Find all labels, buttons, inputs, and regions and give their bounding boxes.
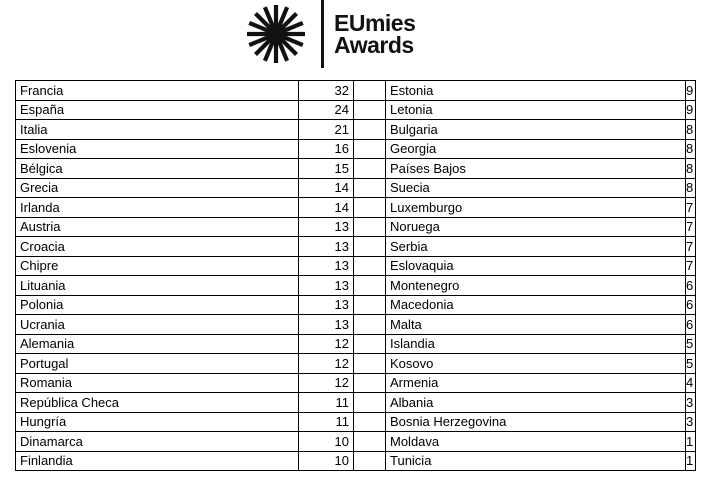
count-left-cell: 11 [299,412,354,432]
count-right-cell: 7 [686,237,696,257]
count-left-cell: 12 [299,354,354,374]
count-left-cell: 13 [299,295,354,315]
country-left-cell: Alemania [16,334,299,354]
spacer-cell [354,373,386,393]
spacer-cell [354,256,386,276]
spacer-cell [354,276,386,296]
country-count-table [15,80,696,471]
country-right-cell: Países Bajos [386,159,686,179]
spacer-cell [354,81,386,101]
country-left-cell: Italia [16,120,299,140]
count-left-cell: 10 [299,451,354,471]
table-row [16,373,696,393]
count-left-cell: 13 [299,217,354,237]
spacer-cell [354,237,386,257]
count-right-cell: 3 [686,412,696,432]
country-right-cell: Macedonia [386,295,686,315]
count-left-cell: 13 [299,237,354,257]
count-left-cell: 12 [299,334,354,354]
starburst-icon [245,3,307,65]
spacer-cell [354,393,386,413]
country-right-cell: Eslovaquia [386,256,686,276]
count-right-cell: 7 [686,198,696,218]
count-left-cell: 32 [299,81,354,101]
country-left-cell: Portugal [16,354,299,374]
spacer-cell [354,315,386,335]
count-left-cell: 12 [299,373,354,393]
country-left-cell: Croacia [16,237,299,257]
count-left-cell: 14 [299,198,354,218]
country-count-table-wrapper [15,80,695,471]
count-right-cell: 9 [686,100,696,120]
count-right-cell: 8 [686,159,696,179]
count-right-cell: 7 [686,217,696,237]
table-row [16,412,696,432]
count-right-cell: 7 [686,256,696,276]
spacer-cell [354,451,386,471]
spacer-cell [354,295,386,315]
table-row [16,295,696,315]
country-left-cell: República Checa [16,393,299,413]
count-left-cell: 21 [299,120,354,140]
table-row [16,237,696,257]
table-row [16,276,696,296]
country-left-cell: España [16,100,299,120]
country-right-cell: Bosnia Herzegovina [386,412,686,432]
country-right-cell: Malta [386,315,686,335]
country-right-cell: Albania [386,393,686,413]
count-left-cell: 14 [299,178,354,198]
table-row [16,217,696,237]
country-right-cell: Islandia [386,334,686,354]
spacer-cell [354,178,386,198]
count-right-cell: 8 [686,120,696,140]
logo-divider [321,0,324,68]
country-right-cell: Letonia [386,100,686,120]
count-left-cell: 13 [299,276,354,296]
count-right-cell: 5 [686,354,696,374]
country-left-cell: Austria [16,217,299,237]
country-right-cell: Montenegro [386,276,686,296]
count-left-cell: 16 [299,139,354,159]
table-body [16,81,696,471]
count-right-cell: 6 [686,315,696,335]
table-row [16,159,696,179]
table-row [16,451,696,471]
table-row [16,315,696,335]
count-right-cell: 8 [686,139,696,159]
country-left-cell: Eslovenia [16,139,299,159]
count-right-cell: 8 [686,178,696,198]
table-row [16,256,696,276]
spacer-cell [354,159,386,179]
spacer-cell [354,100,386,120]
count-right-cell: 3 [686,393,696,413]
table-row [16,393,696,413]
country-left-cell: Ucrania [16,315,299,335]
count-right-cell: 1 [686,451,696,471]
spacer-cell [354,432,386,452]
country-right-cell: Moldava [386,432,686,452]
table-row [16,198,696,218]
table-row [16,139,696,159]
table-row [16,178,696,198]
country-left-cell: Grecia [16,178,299,198]
spacer-cell [354,139,386,159]
country-left-cell: Hungría [16,412,299,432]
spacer-cell [354,120,386,140]
table-row [16,334,696,354]
spacer-cell [354,412,386,432]
table-row [16,432,696,452]
country-left-cell: Bélgica [16,159,299,179]
count-left-cell: 10 [299,432,354,452]
country-left-cell: Francia [16,81,299,101]
country-right-cell: Serbia [386,237,686,257]
table-row [16,81,696,101]
spacer-cell [354,354,386,374]
spacer-cell [354,198,386,218]
count-right-cell: 6 [686,276,696,296]
country-left-cell: Finlandia [16,451,299,471]
eumies-awards-logo [245,0,415,68]
country-right-cell: Suecia [386,178,686,198]
logo-line-1: EUmies [334,10,416,36]
country-right-cell: Bulgaria [386,120,686,140]
country-right-cell: Tunicia [386,451,686,471]
count-right-cell: 6 [686,295,696,315]
count-right-cell: 4 [686,373,696,393]
country-right-cell: Georgia [386,139,686,159]
country-left-cell: Chipre [16,256,299,276]
count-left-cell: 11 [299,393,354,413]
country-left-cell: Lituania [16,276,299,296]
count-left-cell: 15 [299,159,354,179]
country-right-cell: Estonia [386,81,686,101]
count-right-cell: 1 [686,432,696,452]
country-left-cell: Irlanda [16,198,299,218]
spacer-cell [354,217,386,237]
count-left-cell: 13 [299,315,354,335]
country-right-cell: Kosovo [386,354,686,374]
country-left-cell: Dinamarca [16,432,299,452]
country-left-cell: Romania [16,373,299,393]
table-row [16,100,696,120]
country-left-cell: Polonia [16,295,299,315]
count-right-cell: 5 [686,334,696,354]
table-row [16,120,696,140]
count-left-cell: 24 [299,100,354,120]
country-right-cell: Luxemburgo [386,198,686,218]
logo-line-2: Awards [334,32,414,58]
table-row [16,354,696,374]
logo-wordmark [334,12,415,56]
count-left-cell: 13 [299,256,354,276]
spacer-cell [354,334,386,354]
count-right-cell: 9 [686,81,696,101]
country-right-cell: Noruega [386,217,686,237]
country-right-cell: Armenia [386,373,686,393]
